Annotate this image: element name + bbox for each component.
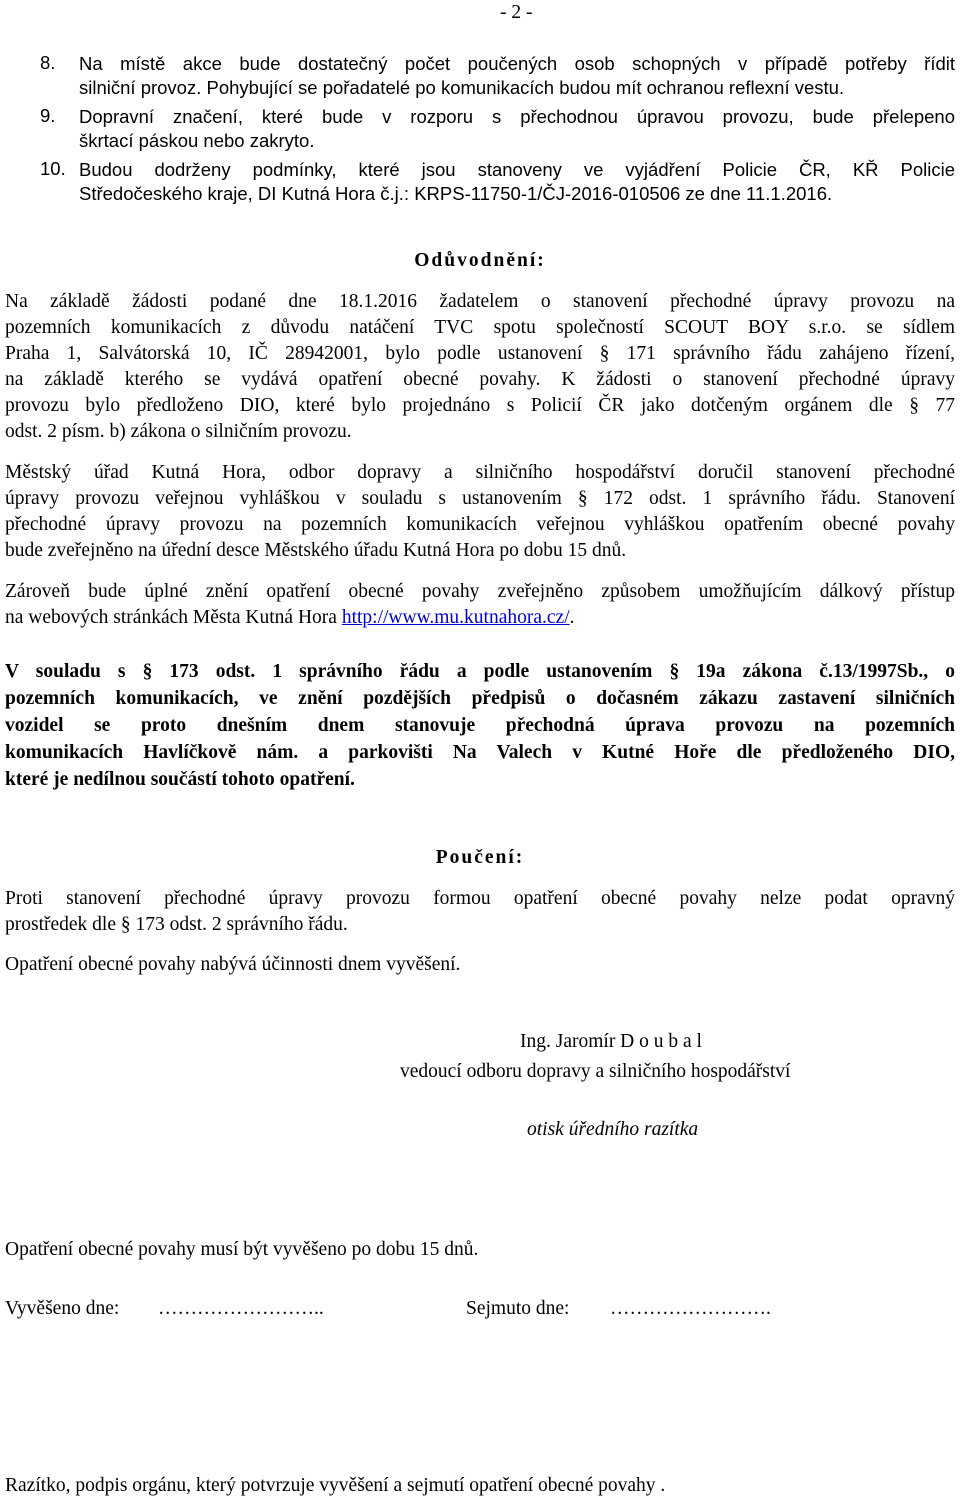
paragraph-line: Zároveň bude úplné znění opatření obecné povahy zveřejněno způsobem umožňujícím dálkový přístup — [5, 581, 955, 602]
paragraph-line: komunikacích Havlíčkově nám. a parkovišti Na Valech v Kutné Hoře dle předloženého DIO, — [5, 742, 955, 763]
list-item-line: Dopravní značení, které bude v rozporu s přechodnou úpravou provozu, bude přelepeno — [79, 106, 955, 127]
paragraph-line: Městský úřad Kutná Hora, odbor dopravy a silničního hospodářství doručil stanovení přechodné — [5, 462, 955, 483]
paragraph-line: Na základě žádosti podané dne 18.1.2016 žadatelem o stanovení přechodné úpravy provozu na — [5, 291, 955, 312]
list-item-number: 10. — [40, 158, 66, 179]
paragraph-line — [5, 606, 955, 630]
city-website-link[interactable]: http://www.mu.kutnahora.cz/ — [341, 607, 570, 628]
paragraph-line: provozu bylo předloženo DIO, které bylo projednáno s Policií ČR jako dotčeným orgánem dle § 77 — [5, 395, 955, 416]
posting-duration: Opatření obecné povahy musí být vyvěšeno po dobu 15 dnů. — [5, 1239, 479, 1260]
paragraph-line: vozidel se proto dnešním dnem stanovuje přechodná úprava provozu na pozemních — [5, 715, 955, 736]
removed-date-label: Sejmuto dne: — [466, 1298, 570, 1319]
signatory-role: vedoucí odboru dopravy a silničního hospodářství — [400, 1061, 791, 1082]
list-item-line: Na místě akce bude dostatečný počet poučených osob schopných v případě potřeby řídit — [79, 53, 955, 74]
posted-date-blank: …………………….. — [158, 1298, 324, 1319]
list-item-line: škrtací páskou nebo zakryto. — [79, 130, 315, 151]
posted-date-label: Vyvěšeno dne: — [5, 1298, 120, 1319]
instruction-heading: Poučení: — [435, 847, 525, 868]
paragraph-line: Praha 1, Salvátorská 10, IČ 28942001, bylo podle ustanovení § 171 správního řádu zahájeno řízení, — [5, 343, 955, 364]
footer-note: Razítko, podpis orgánu, který potvrzuje vyvěšení a sejmutí opatření obecné povahy . — [5, 1475, 666, 1496]
paragraph-line: prostředek dle § 173 odst. 2 správního řádu. — [5, 914, 348, 935]
list-item-number: 9. — [40, 105, 56, 126]
reasoning-heading: Odůvodnění: — [414, 250, 546, 271]
list-item-line: silniční provoz. Pohybující se pořadatelé po komunikacích budou mít ochranou reflexní vestu. — [79, 77, 845, 98]
list-item-number: 8. — [40, 52, 56, 73]
paragraph-line: přechodné úpravy provozu na pozemních komunikacích veřejnou vyhláškou opatřením obecné povahy — [5, 514, 955, 535]
page-number: - 2 - — [500, 2, 533, 23]
paragraph-line: na základě kterého se vydává opatření obecné povahy. K žádosti o stanovení přechodné úpravy — [5, 369, 955, 390]
paragraph-line: pozemních komunikacích z důvodu natáčení TVC spotu společností SCOUT BOY s.r.o. se sídlem — [5, 317, 955, 338]
paragraph-line: V souladu s § 173 odst. 1 správního řádu a podle ustanovením § 19a zákona č.13/1997Sb., o — [5, 661, 955, 682]
instruction-paragraph-2: Opatření obecné povahy nabývá účinnosti dnem vyvěšení. — [5, 954, 461, 975]
stamp-note: otisk úředního razítka — [527, 1119, 699, 1140]
paragraph-line: pozemních komunikacích, ve znění pozdějších předpisů o dočasném zákazu zastavení silničních — [5, 688, 955, 709]
list-item-line: Středočeského kraje, DI Kutná Hora č.j.: KRPS-11750-1/ČJ-2016-010506 ze dne 11.1.2016. — [79, 183, 833, 204]
paragraph-line: které je nedílnou součástí tohoto opatření. — [5, 769, 355, 790]
paragraph-line: Proti stanovení přechodné úpravy provozu formou opatření obecné povahy nelze podat opravný — [5, 888, 955, 909]
paragraph-line: úpravy provozu veřejnou vyhláškou v souladu s ustanovením § 172 odst. 1 správního řádu. Stanovení — [5, 488, 955, 509]
signatory-name: Ing. Jaromír D o u b a l — [520, 1031, 702, 1052]
paragraph-line: bude zveřejněno na úřední desce Městského úřadu Kutná Hora po dobu 15 dnů. — [5, 540, 627, 561]
paragraph-text: . — [569, 607, 575, 628]
list-item-line: Budou dodrženy podmínky, které jsou stanoveny ve vyjádření Policie ČR, KŘ Policie — [79, 159, 955, 180]
paragraph-line: odst. 2 písm. b) zákona o silničním provozu. — [5, 421, 352, 442]
removed-date-blank: ……………………. — [610, 1298, 771, 1319]
paragraph-text: na webových stránkách Města Kutná Hora — [5, 607, 342, 628]
